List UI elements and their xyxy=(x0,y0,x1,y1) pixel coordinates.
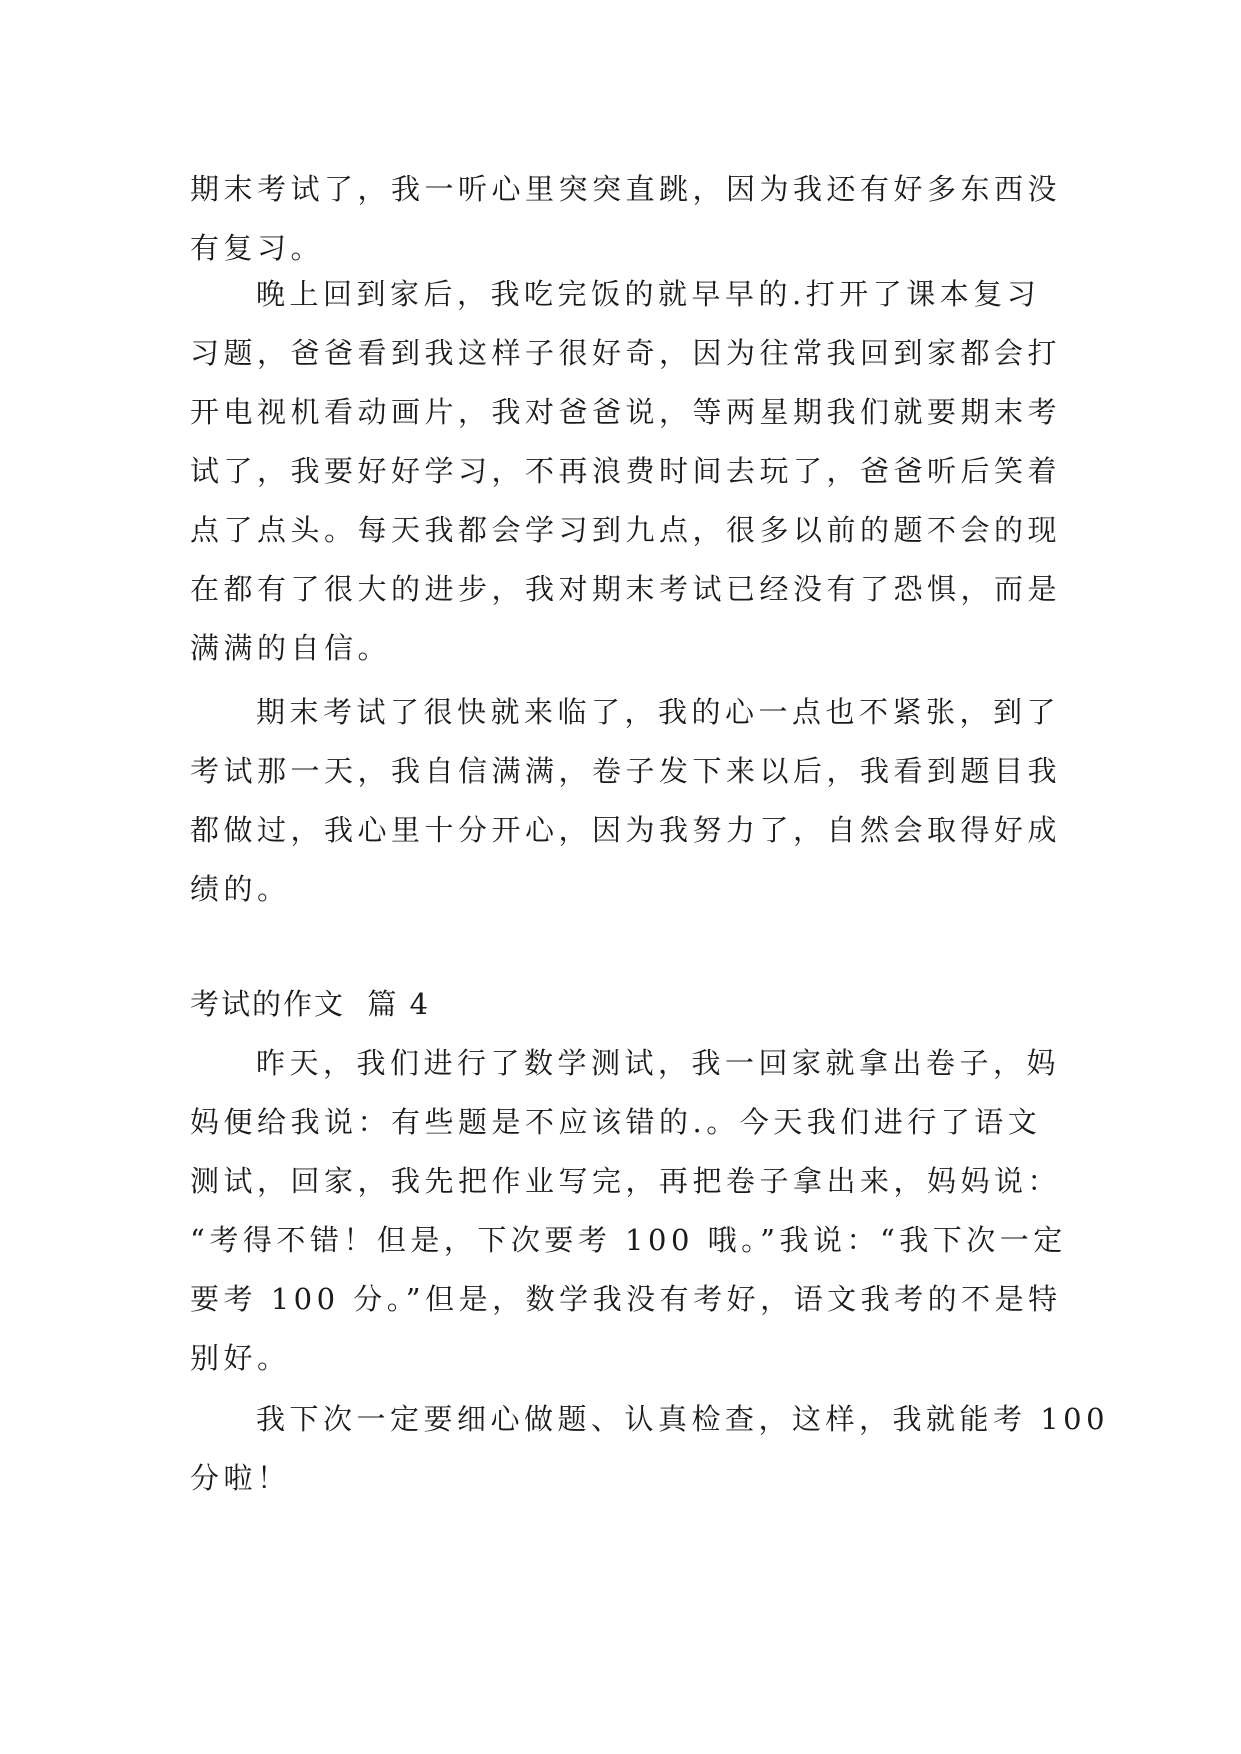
paragraph-line: 有复习。 xyxy=(190,231,325,265)
paragraph-line: 开电视机看动画片，我对爸爸说，等两星期我们就要期末考 xyxy=(190,395,1062,429)
paragraph-line: “考得不错！但是，下次要考 100 哦。”我说：“我下次一定 xyxy=(190,1223,1067,1257)
paragraph-line: 点了点头。每天我都会学习到九点，很多以前的题不会的现 xyxy=(190,513,1062,547)
paragraph-4 xyxy=(190,1034,1067,1388)
paragraph-line: 测试，回家，我先把作业写完，再把卷子拿出来，妈妈说： xyxy=(190,1164,1062,1198)
paragraph-line: 期末考试了很快就来临了，我的心一点也不紧张，到了 xyxy=(256,695,1061,729)
paragraph-line: 要考 100 分。”但是，数学我没有考好，语文我考的不是特 xyxy=(190,1282,1062,1316)
paragraph-line: 妈便给我说：有些题是不应该错的.。今天我们进行了语文 xyxy=(190,1105,1042,1139)
paragraph-line: 考试那一天，我自信满满，卷子发下来以后，我看到题目我 xyxy=(190,754,1062,788)
paragraph-line: 晚上回到家后，我吃完饭的就早早的.打开了课本复习 xyxy=(256,277,1041,311)
paragraph-line: 试了，我要好好学习，不再浪费时间去玩了，爸爸听后笑着 xyxy=(190,454,1062,488)
paragraph-2 xyxy=(190,265,1062,678)
paragraph-line: 分啦！ xyxy=(190,1461,291,1495)
section-heading: 考试的作文 篇 4 xyxy=(190,987,431,1021)
paragraph-line: 绩的。 xyxy=(190,872,291,906)
paragraph-line: 昨天，我们进行了数学测试，我一回家就拿出卷子，妈 xyxy=(256,1046,1061,1080)
paragraph-line: 习题，爸爸看到我这样子很好奇，因为往常我回到家都会打 xyxy=(190,336,1062,370)
paragraph-line: 满满的自信。 xyxy=(190,631,392,665)
paragraph-line: 都做过，我心里十分开心，因为我努力了，自然会取得好成 xyxy=(190,813,1062,847)
paragraph-line: 别好。 xyxy=(190,1341,291,1375)
paragraph-line: 在都有了很大的进步，我对期末考试已经没有了恐惧，而是 xyxy=(190,572,1062,606)
paragraph-line: 期末考试了，我一听心里突突直跳，因为我还有好多东西没 xyxy=(190,172,1062,206)
paragraph-line: 我下次一定要细心做题、认真检查，这样，我就能考 100 xyxy=(256,1402,1110,1436)
paragraph-1 xyxy=(190,160,1062,278)
paragraph-5 xyxy=(190,1390,1110,1508)
paragraph-3 xyxy=(190,683,1062,919)
